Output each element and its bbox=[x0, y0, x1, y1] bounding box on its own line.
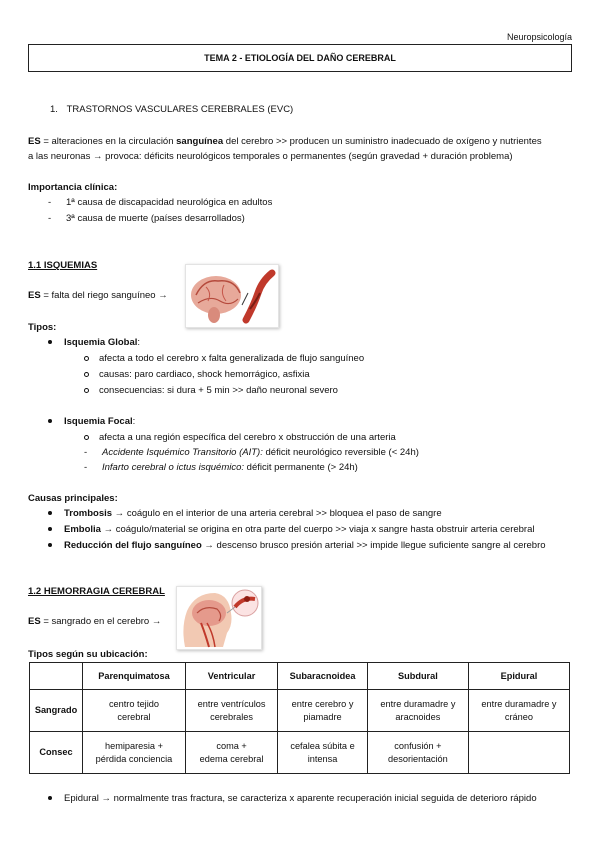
epidural-note: Epidural → normalmente tras fractura, se caracteriza x aparente recuperación inicial seguida de deterioro rápido bbox=[48, 793, 537, 805]
subject-header: Neuropsicología bbox=[506, 32, 572, 42]
table-cell: confusión + desorientación bbox=[367, 732, 468, 774]
hemorragia-es: ES = sangrado en el cerebro → bbox=[28, 616, 162, 627]
infarto-item: - Infarto cerebral o ictus isquémico: déficit permanente (> 24h) bbox=[84, 462, 358, 473]
causa-item: Trombosis → coágulo en el interior de una arteria cerebral >> bloquea el paso de sangre bbox=[48, 508, 442, 520]
section1-number: 1. bbox=[50, 104, 58, 115]
causa-item: Reducción del flujo sanguíneo → descenso brusco presión arterial >> impide llegue suficiente sangre al cerebro bbox=[48, 540, 546, 552]
isquemias-heading: 1.1 ISQUEMIAS bbox=[28, 260, 98, 271]
table-cell: entre ventrículos cerebrales bbox=[185, 690, 277, 732]
table-header-cell bbox=[30, 663, 83, 690]
page-title: TEMA 2 - ETIOLOGÍA DEL DAÑO CEREBRAL bbox=[28, 44, 572, 72]
global-label: Isquemia Global: bbox=[48, 337, 140, 349]
table-header-row bbox=[30, 663, 570, 690]
table-cell: coma + edema cerebral bbox=[185, 732, 277, 774]
table-row bbox=[30, 690, 570, 732]
ait-item: - Accidente Isquémico Transitorio (AIT): déficit neurológico reversible (< 24h) bbox=[84, 447, 419, 458]
tipos-label: Tipos: bbox=[28, 322, 57, 333]
es-label: ES bbox=[28, 136, 41, 147]
table-header-cell: Ventricular bbox=[185, 663, 277, 690]
importancia-item: - 1ª causa de discapacidad neurológica en adultos bbox=[48, 197, 273, 208]
causas-label: Causas principales: bbox=[28, 493, 118, 504]
table-cell: centro tejido cerebral bbox=[83, 690, 186, 732]
table-header-cell: Epidural bbox=[468, 663, 569, 690]
table-cell: entre duramadre y aracnoides bbox=[367, 690, 468, 732]
es-bold-word: sanguínea bbox=[176, 136, 224, 147]
table-cell bbox=[468, 732, 569, 774]
isquemias-es: ES = falta del riego sanguíneo → bbox=[28, 290, 168, 301]
table-cell: entre cerebro y piamadre bbox=[278, 690, 368, 732]
section1-title: TRASTORNOS VASCULARES CEREBRALES (EVC) bbox=[66, 104, 294, 115]
focal-item: afecta a una región específica del cerebro x obstrucción de una arteria bbox=[84, 432, 396, 444]
global-item: causas: paro cardiaco, shock hemorrágico, asfixia bbox=[84, 369, 310, 381]
table-header-cell: Subdural bbox=[367, 663, 468, 690]
hemorrhage-types-table bbox=[29, 662, 570, 774]
focal-label: Isquemia Focal: bbox=[48, 416, 135, 428]
table-header-cell: Parenquimatosa bbox=[83, 663, 186, 690]
tipos-ubicacion-label: Tipos según su ubicación: bbox=[28, 649, 148, 660]
importancia-item: - 3ª causa de muerte (países desarrollados) bbox=[48, 213, 245, 224]
es-text-cont: del cerebro >> producen un suministro inadecuado de oxígeno y nutrientes bbox=[223, 136, 542, 147]
row-label: Sangrado bbox=[30, 690, 83, 732]
causa-item: Embolia → coágulo/material se origina en otra parte del cuerpo >> viaja x sangre hasta obstruir arteria cerebral bbox=[48, 524, 535, 536]
section1-heading bbox=[50, 104, 293, 116]
hemorrhage-head-image bbox=[176, 586, 262, 650]
table-cell: hemiparesia + pérdida conciencia bbox=[83, 732, 186, 774]
importancia-label: Importancia clínica: bbox=[28, 182, 118, 193]
section1-es-line1 bbox=[28, 136, 542, 148]
global-item: afecta a todo el cerebro x falta generalizada de flujo sanguíneo bbox=[84, 353, 364, 365]
global-item: consecuencias: si dura + 5 min >> daño neuronal severo bbox=[84, 385, 338, 397]
table-cell: entre duramadre y cráneo bbox=[468, 690, 569, 732]
hemorragia-heading: 1.2 HEMORRAGIA CEREBRAL bbox=[28, 586, 165, 597]
table-cell: cefalea súbita e intensa bbox=[278, 732, 368, 774]
table-header-cell: Subaracnoidea bbox=[278, 663, 368, 690]
section1-es-line2: a las neuronas → provoca: déficits neurológicos temporales o permanentes (según gravedad + duración problema) bbox=[28, 151, 513, 162]
row-label: Consec bbox=[30, 732, 83, 774]
table-row bbox=[30, 732, 570, 774]
es-text: = alteraciones en la circulación bbox=[40, 136, 177, 147]
ischemia-brain-image bbox=[185, 264, 279, 328]
